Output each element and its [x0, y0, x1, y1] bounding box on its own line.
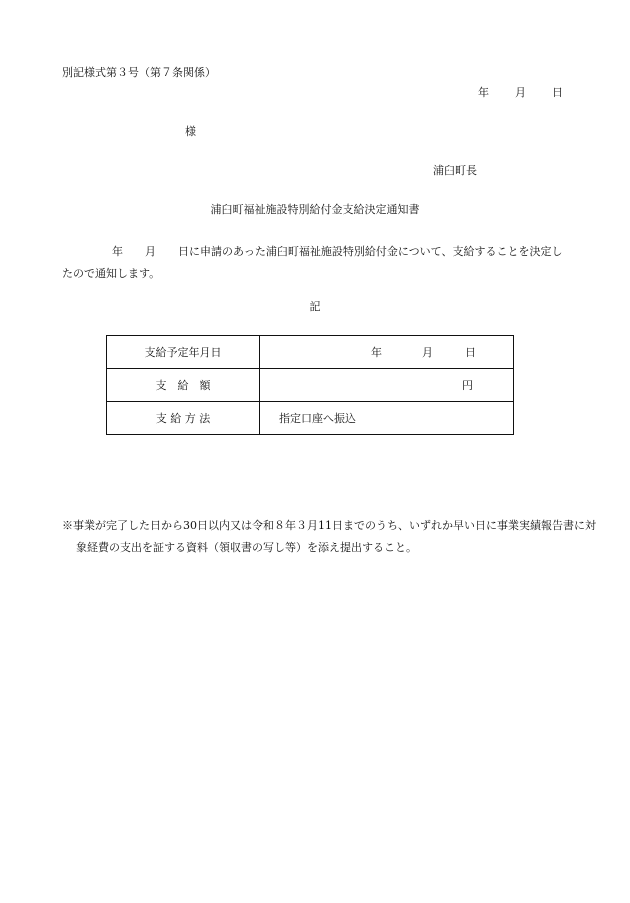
body-text [62, 241, 570, 285]
table-label-payment-date: 支給予定年月日 [107, 336, 260, 369]
body-sentence: 日に申請のあった浦臼町福祉施設特別給付金について、支給することを決定したので通知します。 [62, 245, 563, 280]
issue-date [478, 87, 563, 98]
payment-date-year: 年 [371, 346, 382, 359]
body-year: 年 [112, 245, 123, 258]
table-row [107, 336, 514, 369]
date-day: 日 [552, 86, 563, 99]
form-number: 別記様式第３号（第７条関係） [62, 66, 216, 79]
issuer: 浦臼町長 [433, 164, 477, 177]
document-title: 浦臼町福祉施設特別給付金支給決定通知書 [210, 203, 420, 216]
table-row [107, 369, 514, 402]
note: ※事業が完了した日から30日以内又は令和８年３月11日までのうち、いずれか早い日に事業実績報告書に対象経費の支出を証する資料（領収書の写し等）を添え提出すること。 [62, 519, 596, 554]
payment-method: 指定口座へ振込 [279, 412, 356, 425]
date-month: 月 [515, 86, 526, 99]
body-month: 月 [145, 245, 156, 258]
ki-heading: 記 [309, 300, 321, 313]
payment-date-month: 月 [422, 346, 433, 359]
table-label-amount: 支 給 額 [107, 369, 260, 402]
table-value-method [260, 402, 514, 435]
detail-table [106, 335, 514, 435]
amount-yen: 円 [462, 379, 473, 392]
table-row [107, 402, 514, 435]
table-value-amount [260, 369, 514, 402]
table-value-payment-date [260, 336, 514, 369]
date-year: 年 [478, 86, 489, 99]
recipient-suffix: 様 [185, 125, 196, 138]
payment-date-day: 日 [465, 346, 476, 359]
table-label-method: 支 給 方 法 [107, 402, 260, 435]
